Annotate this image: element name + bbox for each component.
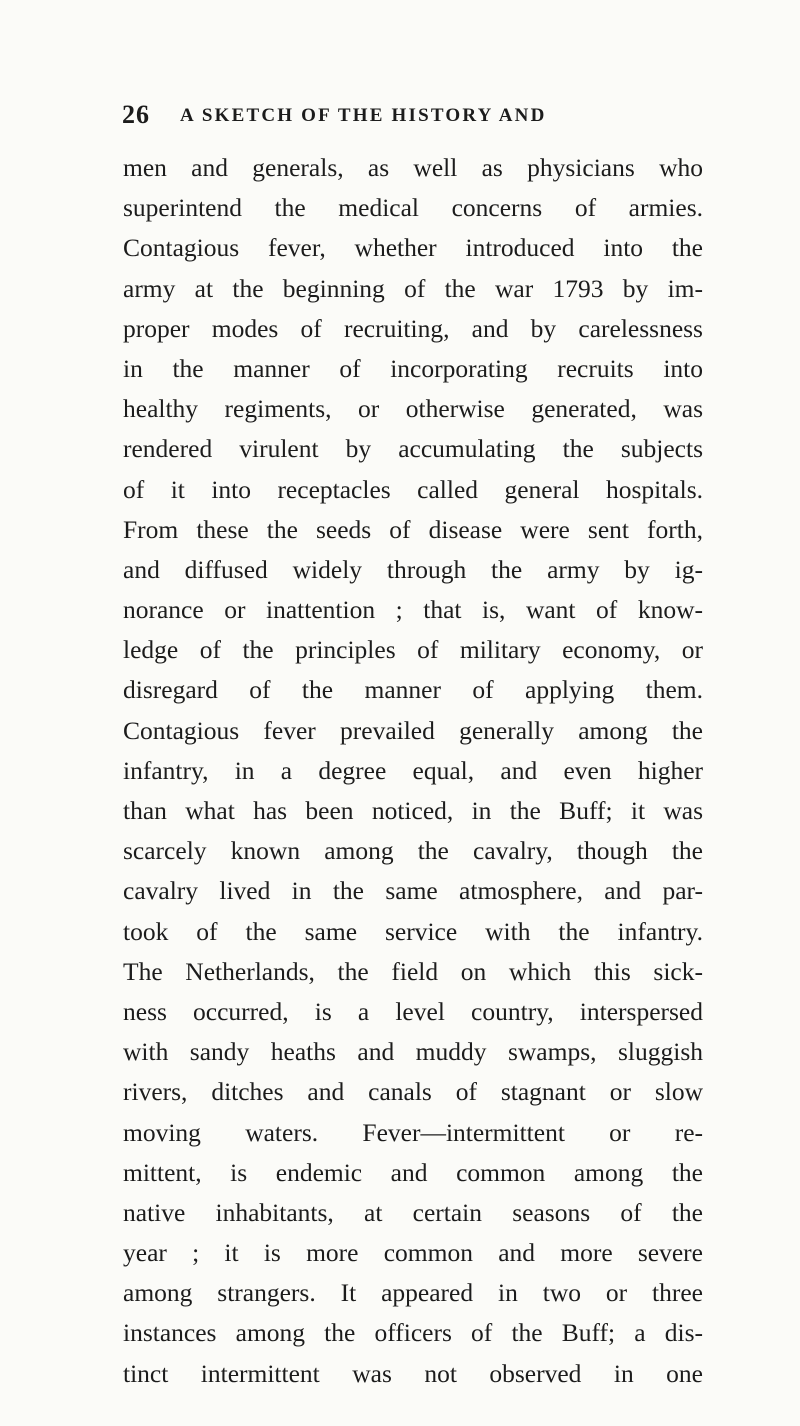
text-line: superintend the medical concerns of armies. <box>123 193 703 223</box>
text-line: From these the seeds of disease were sent forth, <box>123 514 703 544</box>
text-line: native inhabitants, at certain seasons of the <box>123 1197 703 1227</box>
text-line: proper modes of recruiting, and by carelessness <box>123 313 703 343</box>
text-line: ledge of the principles of military economy, or <box>123 635 703 665</box>
text-line: moving waters. Fever—intermittent or re- <box>123 1117 703 1147</box>
text-line: among strangers. It appeared in two or three <box>123 1278 703 1308</box>
text-line: and diffused widely through the army by ig- <box>123 554 703 584</box>
text-line: The Netherlands, the field on which this sick- <box>123 956 703 986</box>
text-line: tinct intermittent was not observed in one <box>123 1358 703 1388</box>
text-line: army at the beginning of the war 1793 by im- <box>123 273 703 303</box>
text-line: rivers, ditches and canals of stagnant or slow <box>123 1077 703 1107</box>
running-title: A SKETCH OF THE HISTORY AND <box>180 105 547 126</box>
text-line: of it into receptacles called general hospitals. <box>123 474 703 504</box>
text-line: took of the same service with the infantry. <box>123 916 703 946</box>
text-line: ness occurred, is a level country, interspersed <box>123 996 703 1026</box>
text-line: scarcely known among the cavalry, though the <box>123 836 703 866</box>
text-line: Contagious fever prevailed generally among the <box>123 715 703 745</box>
text-line: in the manner of incorporating recruits into <box>123 353 703 383</box>
text-line: cavalry lived in the same atmosphere, and par- <box>123 876 703 906</box>
text-line: with sandy heaths and muddy swamps, sluggish <box>123 1037 703 1067</box>
text-line: instances among the officers of the Buff; a dis- <box>123 1318 703 1348</box>
text-line: Contagious fever, whether introduced into the <box>123 233 703 263</box>
text-line: healthy regiments, or otherwise generated, was <box>123 394 703 424</box>
text-line: than what has been noticed, in the Buff; it was <box>123 796 703 825</box>
page-number: 26 <box>122 100 150 129</box>
text-line: year ; it is more common and more severe <box>123 1238 703 1268</box>
text-line: mittent, is endemic and common among the <box>123 1157 703 1187</box>
body-text <box>123 148 703 1394</box>
text-line: norance or inattention ; that is, want of know- <box>123 595 703 625</box>
text-line: rendered virulent by accumulating the subjects <box>123 434 703 464</box>
text-line: men and generals, as well as physicians who <box>123 153 703 182</box>
text-line: disregard of the manner of applying them. <box>123 675 703 705</box>
running-head <box>122 100 722 140</box>
text-line: infantry, in a degree equal, and even higher <box>123 755 703 785</box>
